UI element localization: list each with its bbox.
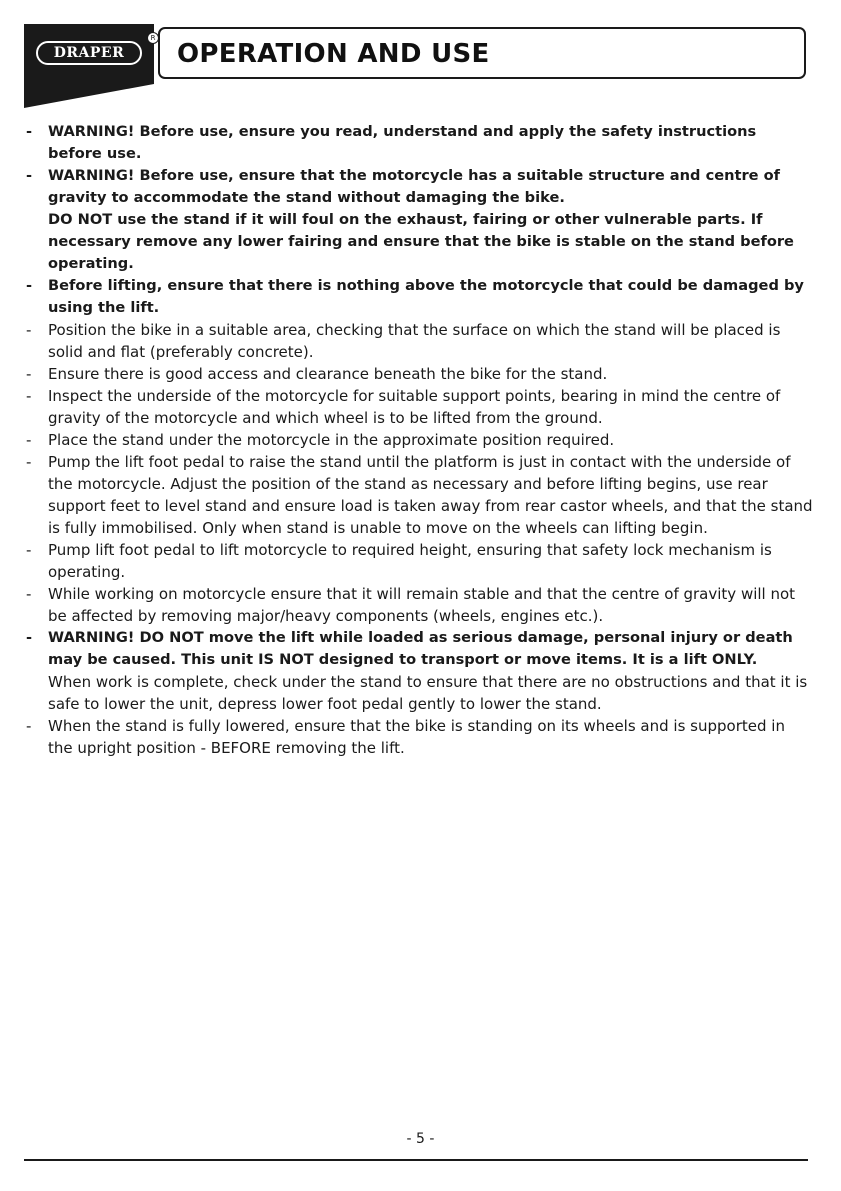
registered-mark: R — [147, 32, 159, 44]
instruction-list — [24, 121, 814, 759]
list-item-text: Pump lift foot pedal to lift motorcycle to required height, ensuring that safety lock mechanism is operating. — [48, 541, 772, 581]
list-item — [24, 429, 814, 451]
list-item-text: When work is complete, check under the stand to ensure that there are no obstructions and that it is safe to lower the unit, depress lower foot pedal gently to lower the stand. — [48, 673, 808, 713]
bullet-dash: - — [26, 365, 32, 383]
list-item — [24, 121, 814, 165]
bullet-dash: - — [26, 629, 33, 646]
bullet-dash: - — [26, 123, 33, 140]
bullet-dash: - — [26, 167, 33, 184]
list-item — [24, 627, 814, 671]
list-item — [24, 539, 814, 583]
list-item — [24, 671, 814, 715]
list-item — [24, 275, 814, 319]
footer-rule — [24, 1159, 808, 1161]
bullet-dash: - — [26, 277, 33, 294]
list-item — [24, 451, 814, 539]
list-item — [24, 385, 814, 429]
list-item-text: While working on motorcycle ensure that it will remain stable and that the centre of gravity will not be affected by removing major/heavy components (wheels, engines etc.). — [48, 585, 796, 625]
section-title-box — [158, 27, 806, 79]
list-item-text: Position the bike in a suitable area, checking that the surface on which the stand will be placed is solid and flat (preferably concrete). — [48, 321, 781, 361]
list-item-text: Place the stand under the motorcycle in the approximate position required. — [48, 431, 615, 449]
bullet-dash: - — [26, 541, 32, 559]
list-item — [24, 715, 814, 759]
brand-logo-tab — [24, 24, 154, 108]
list-item-text: Before lifting, ensure that there is nothing above the motorcycle that could be damaged by using the lift. — [48, 277, 804, 316]
list-item — [24, 209, 814, 275]
list-item — [24, 363, 814, 385]
list-item-text: WARNING! Before use, ensure you read, understand and apply the safety instructions before use. — [48, 123, 757, 162]
list-item — [24, 319, 814, 363]
page-number: - 5 - — [406, 1131, 435, 1147]
list-item-text: DO NOT use the stand if it will foul on the exhaust, fairing or other vulnerable parts. If necessary remove any lower fairing and ensure that the bike is stable on the stand before operating. — [48, 211, 794, 272]
list-item — [24, 165, 814, 209]
list-item — [24, 583, 814, 627]
brand-logo: DRAPER — [36, 41, 142, 65]
bullet-dash: - — [26, 431, 32, 449]
bullet-dash: - — [26, 453, 32, 471]
list-item-text: Inspect the underside of the motorcycle for suitable support points, bearing in mind the centre of gravity of the motorcycle and which wheel is to be lifted from the ground. — [48, 387, 781, 427]
list-item-text: When the stand is fully lowered, ensure that the bike is standing on its wheels and is supported in the upright position - BEFORE removing the lift. — [48, 717, 785, 757]
page-title: OPERATION AND USE — [177, 39, 490, 69]
bullet-dash: - — [26, 387, 32, 405]
logo-tab-shape — [24, 24, 154, 108]
list-item-text: WARNING! DO NOT move the lift while loaded as serious damage, personal injury or death may be caused. This unit IS NOT designed to transport or move items. It is a lift ONLY. — [48, 629, 793, 668]
bullet-dash: - — [26, 585, 32, 603]
bullet-dash: - — [26, 321, 32, 339]
list-item-text: WARNING! Before use, ensure that the motorcycle has a suitable structure and centre of gravity to accommodate the stand without damaging the bike. — [48, 167, 781, 206]
list-item-text: Pump the lift foot pedal to raise the stand until the platform is just in contact with the underside of the motorcycle. Adjust the position of the stand as necessary and before lifting begins, use rear support feet to level stand and ensure load is taken away from rear castor wheels, and that the stand is fully immobilised. Only when stand is unable to move on the wheels can lifting begin. — [48, 453, 813, 537]
bullet-dash: - — [26, 717, 32, 735]
list-item-text: Ensure there is good access and clearance beneath the bike for the stand. — [48, 365, 608, 383]
